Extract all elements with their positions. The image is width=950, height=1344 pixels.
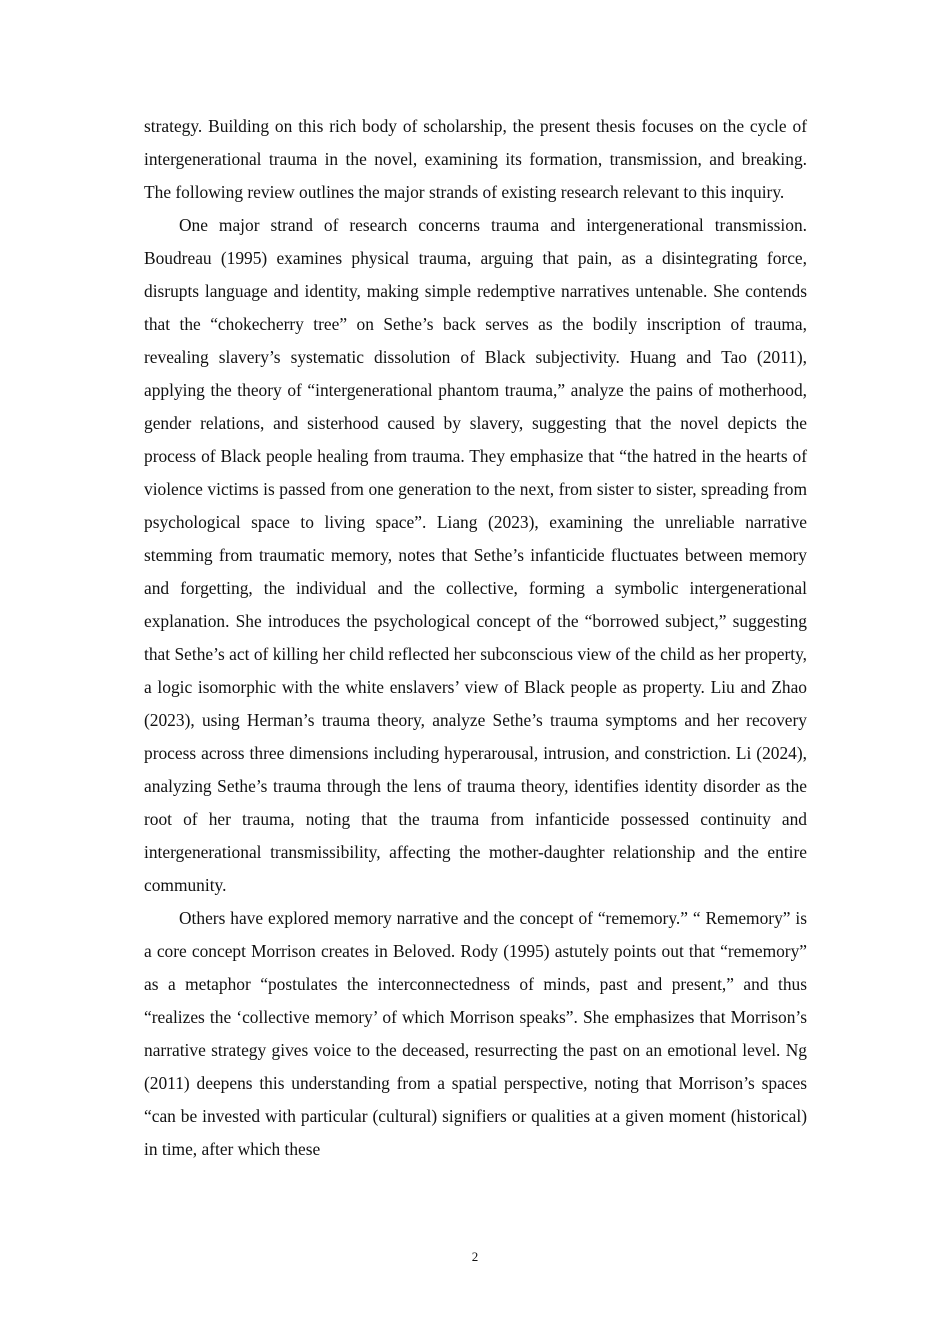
page-number: 2 [471, 1249, 479, 1264]
paragraph-trauma-transmission: One major strand of research concerns trauma and intergenerational transmission. Boudreau (1995) examines physical trauma, arguing that pain, as a disintegrating force, disrupts language and identity, making simple redemptive narratives untenable. She contends that the “chokecherry tree” on Sethe’s back serves as the bodily inscription of trauma, revealing slavery’s systematic dissolution of Black subjectivity. Huang and Tao (2011), applying the theory of “intergenerational phantom trauma,” analyze the pains of motherhood, gender relations, and sisterhood caused by slavery, suggesting that the novel depicts the process of Black people healing from trauma. They emphasize that “the hatred in the hearts of violence victims is passed from one generation to the next, from sister to sister, spreading from psychological space to living space”. Liang (2023), examining the unreliable narrative stemming from traumatic memory, notes that Sethe’s infanticide fluctuates between memory and forgetting, the individual and the collective, forming a symbolic intergenerational explanation. She introduces the psychological concept of the “borrowed subject,” suggesting that Sethe’s act of killing her child reflected her subconscious view of the child as her property, a logic isomorphic with the white enslavers’ view of Black people as property. Liu and Zhao (2023), using Herman’s trauma theory, analyze Sethe’s trauma symptoms and her recovery process across three dimensions including hyperarousal, intrusion, and constriction. Li (2024), analyzing Sethe’s trauma through the lens of trauma theory, identifies identity disorder as the root of her trauma, noting that the trauma from infanticide possessed continuity and intergenerational transmissibility, affecting the mother-daughter relationship and the entire community. [144, 215, 807, 895]
paragraph-rememory: Others have explored memory narrative and the concept of “rememory.” “ Rememory” is a core concept Morrison creates in Beloved. Rody (1995) astutely points out that “rememory” as a metaphor “postulates the interconnectedness of minds, past and present,” and thus “realizes the ‘collective memory’ of which Morrison speaks”. She emphasizes that Morrison’s narrative strategy gives voice to the deceased, resurrecting the past on an emotional level. Ng (2011) deepens this understanding from a spatial perspective, noting that Morrison’s spaces “can be invested with particular (cultural) signifiers or qualities at a given moment (historical) in time, after which these [144, 908, 807, 1159]
body-text [144, 110, 807, 1166]
paragraph-continuation: strategy. Building on this rich body of scholarship, the present thesis focuses on the cycle of intergenerational trauma in the novel, examining its formation, transmission, and breaking. The following review outlines the major strands of existing research relevant to this inquiry. [144, 116, 807, 202]
